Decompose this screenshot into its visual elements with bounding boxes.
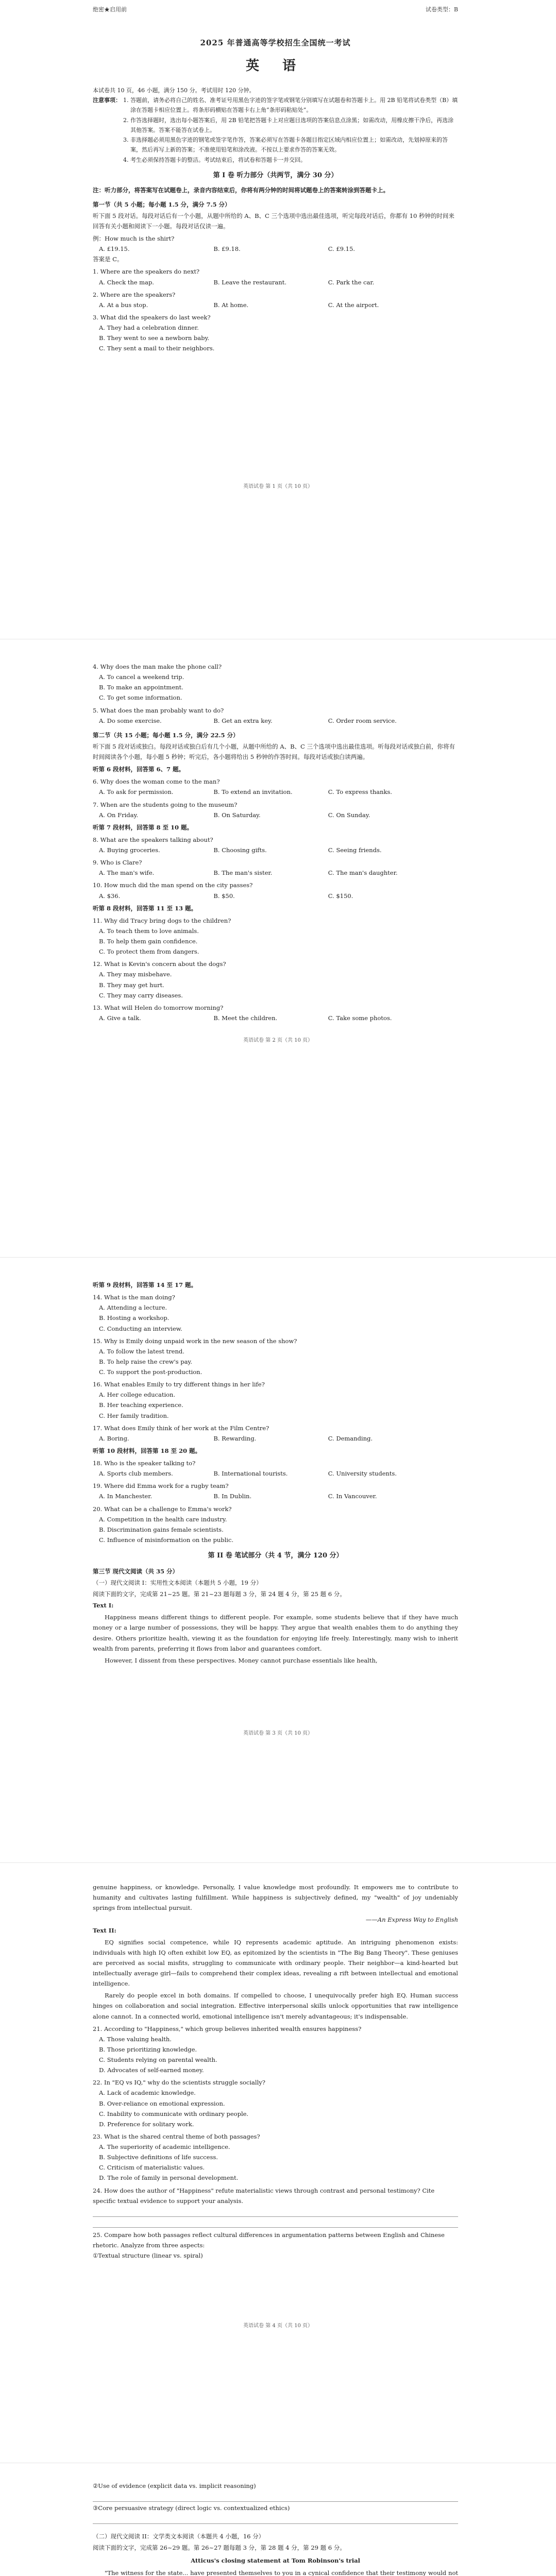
option: C. Seeing friends. (328, 846, 382, 854)
option: C. Conducting an interview. (99, 1325, 182, 1332)
part-title: 第二节（共 15 小题；每小题 1.5 分，满分 22.5 分） (93, 731, 239, 739)
answer-line[interactable] (93, 2514, 458, 2524)
source-citation: ——An Express Way to English (365, 1916, 458, 1924)
notes-block (93, 95, 458, 165)
section-title: 第 II 卷 笔试部分（共 4 节，满分 120 分） (208, 1552, 343, 1560)
question-stem: 17. What does Emily think of her work at the Film Centre? (93, 1424, 269, 1432)
option: A. The superiority of academic intelligence. (99, 2143, 230, 2150)
passage-paragraph: Rarely do people excel in both domains. If compelled to choose, I unequivocally prefer high EQ. Human success hinges on collaboration and social integration. Effective interpersonal skills unlock opportunities that raw intelligence alone cannot. In a connected world, emotional intelligence isn't merely advantageous; it's indispensable. (93, 1992, 458, 2020)
subject-title: 英 语 (245, 58, 306, 74)
question-options (93, 926, 458, 957)
page-header (93, 5, 458, 13)
option: A. They had a celebration dinner. (99, 324, 199, 331)
question-options (93, 716, 458, 726)
page-2 (0, 659, 556, 1023)
example-options (93, 244, 458, 254)
confidential-label: 绝密★启用前 (93, 6, 127, 13)
page-1 (0, 0, 556, 353)
paper-type-label: 试卷类型：B (425, 6, 458, 13)
option: C. Inability to communicate with ordinary people. (99, 2110, 249, 2117)
option: A. Sports club members. (99, 1470, 173, 1478)
option: A. Competition in the health care industry. (99, 1515, 227, 1523)
question-options (93, 1468, 458, 1479)
part-title: 第一节（共 5 小题；每小题 1.5 分，满分 7.5 分） (93, 200, 231, 208)
option: B. Get an extra key. (213, 717, 273, 724)
page-footer: 英语试卷 第 4 页（共 10 页） (243, 2323, 313, 2329)
option: B. To make an appointment. (99, 684, 183, 691)
part-subtitle: （一）现代文阅读 I：实用性文本阅读（本题共 5 小题，19 分） (93, 1579, 262, 1586)
question-stem: 14. What is the man doing? (93, 1294, 175, 1301)
option: C. Students relying on parental wealth. (99, 2056, 217, 2063)
question-options (93, 1514, 458, 1545)
option: C. To support the post-production. (99, 1368, 203, 1376)
question-stem: 15. Why is Emily doing unpaid work in the new season of the show? (93, 1337, 297, 1345)
option: C. In Vancouver. (328, 1493, 377, 1500)
listening-note: 注：听力部分，将答案写在试题卷上，录音内容结束后，你将有两分钟的时间将试题卷上的答案转涂到答题卡上。 (93, 186, 389, 194)
option: B. Those prioritizing knowledge. (99, 2045, 197, 2053)
option: B. Choosing gifts. (213, 846, 267, 854)
option: B. £9.18. (213, 245, 241, 253)
option: A. To teach them to love animals. (99, 927, 199, 935)
page-3 (0, 1278, 556, 1667)
page-5 (0, 2481, 556, 2576)
question-stem: 7. When are the students going to the museum? (93, 801, 238, 808)
option: A. Those valuing health. (99, 2035, 172, 2043)
part-subtitle: （二）现代文阅读 II：文学类文本阅读（本题共 4 小题，16 分） (93, 2533, 265, 2540)
passage-paragraph: genuine happiness, or knowledge. Personally, I value knowledge most profoundly. It empowers me to contribute to humanity and cultivates lasting fulfillment. While happiness is subjectively defined, my "wealth" of joy undeniably springs from intellectual pursuit. (93, 1884, 458, 1912)
option: C. Her family tradition. (99, 1412, 169, 1419)
question-stem: 5. What does the man probably want to do? (93, 706, 224, 714)
passage-paragraph: "The witness for the state... have presented themselves to you in a cynical confidence that their testimony would not (105, 2569, 458, 2576)
question-stem: 12. What is Kevin's concern about the dogs? (93, 960, 226, 968)
option: B. To extend an invitation. (213, 788, 293, 796)
question-options (93, 2142, 458, 2183)
option: B. International tourists. (213, 1470, 288, 1478)
section-title: 第 I 卷 听力部分（共两节，满分 30 分） (213, 171, 338, 179)
question-options (93, 1433, 458, 1444)
part-desc: 听下面 5 段对话或独白。每段对话或独白后有几个小题，从题中所给的 A、B、C 三个选项中选出最佳选项。听每段对话或独白前，你将有时间阅读各个小题，每小题 5 秒钟；听完后，各小题将给出 5 秒钟的作答时间。每段对话或独白读两遍。 (93, 742, 455, 760)
option: C. Demanding. (328, 1434, 373, 1442)
option: A. To ask for permission. (99, 788, 174, 796)
note-item: 3. 非选择题必须用黑色字迹的钢笔或签字笔作答，答案必须写在答题卡各题目指定区域内相应位置上；如需改动，先划掉原来的答案，然后再写上新的答案；不准使用铅笔和涂改液。不按以上要求作答的答案无效。 (130, 135, 458, 155)
question-stem: 22. In "EQ vs IQ," why do the scientists struggle socially? (93, 2079, 265, 2087)
option: A. Do some exercise. (99, 717, 162, 724)
option: B. The man's sister. (213, 869, 273, 877)
option: B. They may get hurt. (99, 981, 164, 989)
option: C. At the airport. (328, 301, 379, 309)
question-stem: 21. According to "Happiness," which group believes inherited wealth ensures happiness? (93, 2025, 362, 2032)
note-item: 2. 作答选择题时，选出每小题答案后，用 2B 铅笔把答题卡上对应题目选项的答案信息点涂黑；如需改动，用橡皮擦干净后，再选涂其他答案。答案不能答在试卷上。 (130, 115, 458, 135)
option: C. They may carry diseases. (99, 991, 183, 999)
option: C. Order room service. (328, 717, 397, 724)
option: D. The role of family in personal development. (99, 2174, 239, 2182)
question-options (93, 1013, 458, 1023)
option: D. Preference for solitary work. (99, 2120, 194, 2128)
example-answer: 答案是 C。 (93, 256, 123, 263)
exam-title: 2025 年普通高等学校招生全国统一考试 (200, 38, 351, 47)
question-stem: 23. What is the shared central theme of both passages? (93, 2132, 260, 2140)
note-item: 1. 答题前，请务必将自己的姓名、准考证号用黑色字迹的签字笔或钢笔分别填写在试题卷和答题卡上。用 2B 铅笔将试卷类型（B）填涂在答题卡相应位置上。将条形码横贴在答题卡右上角“条形码粘贴处”。 (130, 95, 458, 115)
option: B. Leave the restaurant. (213, 278, 287, 286)
page-footer: 英语试卷 第 2 页（共 10 页） (243, 1038, 313, 1043)
option: B. $50. (213, 892, 235, 900)
option: B. At home. (213, 301, 249, 309)
option: B. Hosting a workshop. (99, 1314, 170, 1322)
option: A. At a bus stop. (99, 301, 148, 309)
option: B. They went to see a newborn baby. (99, 334, 210, 342)
option: A. To cancel a weekend trip. (99, 673, 184, 681)
answer-line[interactable] (93, 2492, 458, 2502)
passage-title: Atticus's closing statement at Tom Robinson's trial (191, 2556, 360, 2564)
question-stem: 25. Compare how both passages reflect cultural differences in argumentation patterns between English and Chinese rhetoric. Analyze from three aspects: (93, 2231, 445, 2249)
option: C. To protect them from dangers. (99, 948, 199, 956)
option: A. Buying groceries. (99, 846, 160, 854)
question-stem: 8. What are the speakers talking about? (93, 836, 213, 843)
material-label: 听第 10 段材料，回答第 18 至 20 题。 (93, 1447, 201, 1454)
option: C. They sent a mail to their neighbors. (99, 345, 215, 352)
text-label: Text II: (93, 1926, 116, 1934)
option: C. To get some information. (99, 694, 182, 702)
option: A. They may misbehave. (99, 971, 172, 978)
answer-line[interactable] (93, 2218, 458, 2228)
option: C. $150. (328, 892, 353, 900)
option: A. Check the map. (99, 278, 154, 286)
question-options (93, 891, 458, 901)
option: A. Give a talk. (99, 1014, 141, 1022)
option: B. Over-reliance on emotional expression. (99, 2099, 225, 2107)
page-divider (0, 1862, 556, 1863)
option: A. £19.15. (99, 245, 130, 253)
option: C. On Sunday. (328, 811, 370, 819)
question-options (93, 787, 458, 797)
option: C. Criticism of materialistic values. (99, 2164, 205, 2172)
question-stem: 19. Where did Emma work for a rugby team? (93, 1482, 229, 1490)
text-label: Text I: (93, 1602, 114, 1609)
material-label: 听第 8 段材料，回答第 11 至 13 题。 (93, 904, 197, 912)
page-footer: 英语试卷 第 3 页（共 10 页） (243, 1731, 313, 1736)
question-options (93, 969, 458, 1000)
question-options (93, 2034, 458, 2076)
option: B. To help them gain confidence. (99, 938, 198, 945)
question-options (93, 1389, 458, 1420)
example-stem: 例：How much is the shirt? (93, 235, 175, 242)
question-stem: 18. Who is the speaker talking to? (93, 1460, 196, 1467)
material-label: 听第 6 段材料，回答第 6、7 题。 (93, 766, 185, 773)
passage-paragraph: Happiness means different things to different people. For example, some students believe that if they have much money or a large number of possessions, they will be happy. They argue that wealth enables them to do anything they desire. Others prioritize health, viewing it as the foundation for enjoying life freely. Interestingly, many wish to inherit wealth from parents, preferring it flows from labor and guarantees comfort. (93, 1614, 458, 1652)
part-desc: 听下面 5 段对话。每段对话后有一个小题，从题中所给的 A、B、C 三个选项中选出最佳选项，听完每段对话后，你都有 10 秒钟的时间来回答有关小题和阅读下一小题。每段对话仅读一遍。 (93, 212, 454, 230)
option: C. Park the car. (328, 278, 375, 286)
option: A. Her college education. (99, 1391, 176, 1399)
part-title: 第三节 现代文阅读（共 35 分） (93, 1567, 179, 1575)
question-options (93, 672, 458, 703)
option: A. $36. (99, 892, 121, 900)
option: D. Advocates of self-earned money. (99, 2066, 204, 2074)
question-stem: 1. Where are the speakers do next? (93, 268, 200, 276)
option: B. Rewarding. (213, 1434, 257, 1442)
option: B. Meet the children. (213, 1014, 278, 1022)
question-options (93, 1302, 458, 1333)
option: A. Boring. (99, 1434, 129, 1442)
question-options (93, 868, 458, 878)
material-label: 听第 7 段材料，回答第 8 至 10 题。 (93, 823, 193, 831)
option: A. Attending a lecture. (99, 1304, 167, 1312)
question-stem: 10. How much did the man spend on the city passes? (93, 882, 253, 889)
material-label: 听第 9 段材料，回答第 14 至 17 题。 (93, 1281, 197, 1289)
option: A. The man's wife. (99, 869, 155, 877)
passage-paragraph: However, I dissent from these perspectives. Money cannot purchase essentials like health, (105, 1656, 378, 1664)
question-stem: 4. Why does the man make the phone call? (93, 663, 222, 670)
page-footer: 英语试卷 第 1 页（共 10 页） (243, 484, 313, 489)
option: C. Influence of misinformation on the public. (99, 1536, 234, 1544)
page-4 (0, 1880, 556, 2261)
option: A. On Friday. (99, 811, 139, 819)
question-options (93, 277, 458, 287)
option: B. Her teaching experience. (99, 1401, 183, 1409)
exam-intro: 本试卷共 10 页，46 小题，满分 150 分。考试用时 120 分钟。 (93, 87, 255, 94)
option: B. Discrimination gains female scientists. (99, 1526, 224, 1533)
question-stem: 13. What will Helen do tomorrow morning? (93, 1004, 224, 1011)
question-options (93, 810, 458, 820)
question-stem: 20. What can be a challenge to Emma's work? (93, 1505, 232, 1513)
sub-question: ③Core persuasive strategy (direct logic vs. contextualized ethics) (93, 2504, 290, 2512)
part-desc: 阅读下面的文字，完成第 21~25 题。第 21~23 题每题 3 分，第 24 题 4 分，第 25 题 6 分。 (93, 1590, 346, 1598)
question-stem: 9. Who is Clare? (93, 859, 142, 867)
option: B. On Saturday. (213, 811, 261, 819)
sub-question: ①Textual structure (linear vs. spiral) (93, 2252, 203, 2259)
question-options (93, 845, 458, 855)
question-options (93, 2088, 458, 2129)
option: C. The man's daughter. (328, 869, 398, 877)
page-divider (0, 1257, 556, 1258)
note-item: 4. 考生必须保持答题卡的整洁。考试结束后，将试卷和答题卡一并交回。 (130, 155, 458, 165)
option: B. In Dublin. (213, 1493, 252, 1500)
option: C. To express thanks. (328, 788, 392, 796)
question-stem: 2. Where are the speakers? (93, 291, 176, 298)
question-options (93, 323, 458, 353)
part-desc: 阅读下面的文字，完成第 26~29 题。第 26~27 题每题 3 分，第 28 题 4 分，第 29 题 6 分。 (93, 2544, 346, 2552)
option: B. To help raise the crew's pay. (99, 1358, 193, 1365)
question-options (93, 1346, 458, 1377)
option: C. Take some photos. (328, 1014, 392, 1022)
answer-line[interactable] (93, 2207, 458, 2217)
option: C. £9.15. (328, 245, 355, 253)
sub-question: ②Use of evidence (explicit data vs. implicit reasoning) (93, 2482, 256, 2489)
question-stem: 16. What enables Emily to try different things in her life? (93, 1381, 265, 1388)
question-options (93, 300, 458, 310)
passage-paragraph: EQ signifies social competence, while IQ represents academic aptitude. An intriguing phenomenon exists: individuals with high IQ often exhibit low EQ, as epitomized by the scientists in "The Big Bang Theory". These geniuses are perceived as social misfits, struggling to communicate with ordinary people. Their neighbor—a kind-hearted but intellectually average girl—fails to comprehend their complex ideas, revealing a rift between intellectual and emotional intelligence. (93, 1938, 458, 1988)
question-stem: 11. Why did Tracy bring dogs to the children? (93, 917, 231, 924)
question-stem: 6. Why does the woman come to the man? (93, 778, 220, 786)
option: A. Lack of academic knowledge. (99, 2089, 196, 2097)
option: A. To follow the latest trend. (99, 1347, 184, 1355)
option: A. In Manchester. (99, 1493, 153, 1500)
question-stem: 24. How does the author of "Happiness" refute materialistic views through contrast and personal testimony? Cite specific textual evidence to support your analysis. (93, 2187, 435, 2205)
question-stem: 3. What did the speakers do last week? (93, 313, 211, 321)
notes-label: 注意事项： (93, 97, 121, 104)
option: C. University students. (328, 1470, 397, 1478)
option: B. Subjective definitions of life success. (99, 2154, 218, 2161)
question-options (93, 1491, 458, 1501)
